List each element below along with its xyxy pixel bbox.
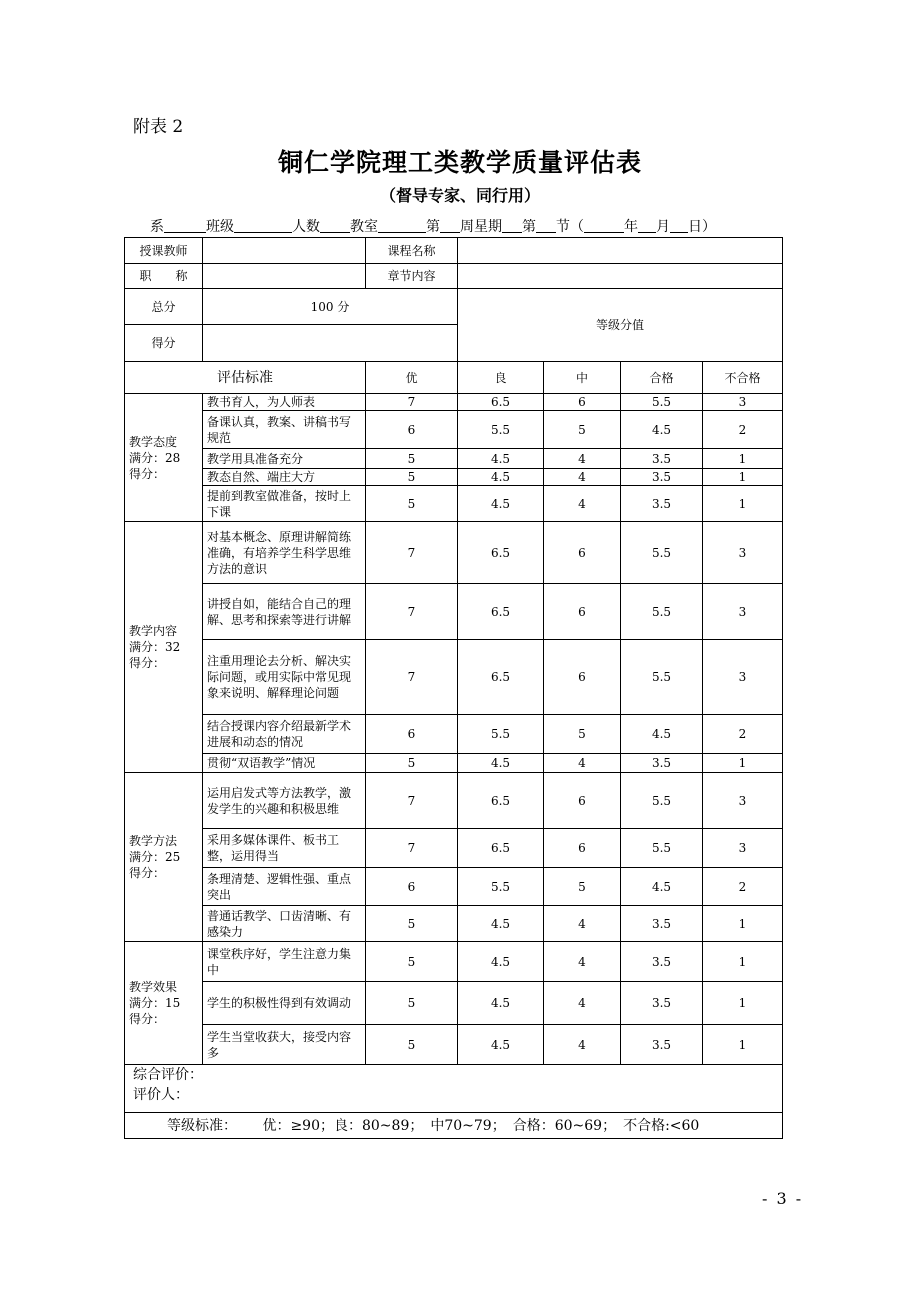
score-value[interactable]: 4.5 bbox=[621, 715, 703, 754]
day-field[interactable] bbox=[670, 218, 688, 233]
score-value[interactable]: 3.5 bbox=[621, 486, 703, 522]
room-field[interactable] bbox=[378, 218, 426, 233]
section-score: 得分： bbox=[129, 866, 166, 880]
section-full: 满分：15 bbox=[129, 996, 181, 1010]
criterion-text: 普通话教学、口齿清晰、有感染力 bbox=[203, 906, 366, 942]
score-value[interactable]: 5 bbox=[366, 942, 458, 982]
score-value[interactable]: 4.5 bbox=[458, 449, 544, 469]
section-cell bbox=[125, 394, 203, 522]
score-value[interactable]: 3 bbox=[703, 522, 783, 584]
section-cell bbox=[125, 942, 203, 1065]
grade-standard: 等级标准： 优：≥90；良：80~89； 中70~79； 合格：60~69； 不合格:<60 bbox=[125, 1113, 783, 1139]
comment-cell[interactable] bbox=[125, 1065, 783, 1113]
score-value[interactable]: 7 bbox=[366, 584, 458, 640]
score-value[interactable]: 5 bbox=[366, 486, 458, 522]
evaluator-label: 评价人： bbox=[133, 1087, 189, 1103]
score-value[interactable]: 3.5 bbox=[621, 1025, 703, 1065]
dept-label: 系 bbox=[150, 219, 164, 235]
score-value[interactable]: 2 bbox=[703, 868, 783, 906]
criterion-text: 备课认真，教案、讲稿书写规范 bbox=[203, 411, 366, 449]
score-value[interactable]: 4.5 bbox=[621, 411, 703, 449]
score-value[interactable]: 6 bbox=[544, 584, 621, 640]
job-title-input[interactable] bbox=[203, 264, 366, 289]
page-title: 铜仁学院理工类教学质量评估表 bbox=[277, 148, 642, 177]
period-prefix: 第 bbox=[522, 219, 536, 235]
criterion-row bbox=[125, 522, 783, 584]
score-value[interactable]: 2 bbox=[703, 411, 783, 449]
criterion-text: 结合授课内容介绍最新学术进展和动态的情况 bbox=[203, 715, 366, 754]
score-value[interactable]: 3 bbox=[703, 394, 783, 411]
score-value[interactable]: 4.5 bbox=[458, 486, 544, 522]
evaluation-table bbox=[124, 237, 783, 1139]
period-field[interactable] bbox=[536, 218, 556, 233]
score-value[interactable]: 6 bbox=[544, 773, 621, 829]
criterion-text: 教学用具准备充分 bbox=[203, 449, 366, 469]
criterion-text: 学生当堂收获大，接受内容多 bbox=[203, 1025, 366, 1065]
score-value[interactable]: 4.5 bbox=[458, 906, 544, 942]
score-value[interactable]: 4.5 bbox=[621, 868, 703, 906]
year-label: 年 bbox=[624, 219, 638, 235]
grade-standard-row bbox=[125, 1113, 783, 1139]
criterion-text: 贯彻“双语教学”情况 bbox=[203, 754, 366, 773]
score-value[interactable]: 5 bbox=[366, 449, 458, 469]
criterion-text: 运用启发式等方法教学，激发学生的兴趣和积极思维 bbox=[203, 773, 366, 829]
score-value[interactable]: 3 bbox=[703, 829, 783, 868]
section-full: 满分：25 bbox=[129, 850, 181, 864]
section-score: 得分： bbox=[129, 1012, 166, 1026]
grade-header: 不合格 bbox=[703, 362, 783, 394]
score-value[interactable]: 4 bbox=[544, 906, 621, 942]
score-value[interactable]: 5.5 bbox=[458, 411, 544, 449]
criterion-row bbox=[125, 469, 783, 486]
criterion-text: 采用多媒体课件、板书工整，运用得当 bbox=[203, 829, 366, 868]
page-number: - 3 - bbox=[762, 1189, 804, 1208]
score-value[interactable]: 5 bbox=[366, 469, 458, 486]
score-label: 得分 bbox=[125, 325, 203, 362]
grade-header: 合格 bbox=[621, 362, 703, 394]
criterion-row bbox=[125, 773, 783, 829]
criterion-text: 教书育人，为人师表 bbox=[203, 394, 366, 411]
month-label: 月 bbox=[656, 219, 670, 235]
grade-header: 优 bbox=[366, 362, 458, 394]
score-value[interactable]: 6 bbox=[366, 411, 458, 449]
dept-field[interactable] bbox=[164, 218, 206, 233]
criterion-row bbox=[125, 942, 783, 982]
month-field[interactable] bbox=[638, 218, 656, 233]
score-value[interactable]: 4.5 bbox=[458, 469, 544, 486]
score-value[interactable]: 1 bbox=[703, 942, 783, 982]
score-value[interactable]: 3.5 bbox=[621, 754, 703, 773]
criterion-row bbox=[125, 486, 783, 522]
score-value[interactable]: 6.5 bbox=[458, 522, 544, 584]
section-name: 教学效果 bbox=[129, 980, 178, 994]
criterion-row bbox=[125, 394, 783, 411]
year-field[interactable] bbox=[584, 218, 624, 233]
standard-label: 评估标准 bbox=[125, 362, 366, 394]
score-value[interactable]: 5 bbox=[366, 754, 458, 773]
criterion-text: 注重用理论去分析、解决实际问题，或用实际中常见现象来说明、解释理论问题 bbox=[203, 640, 366, 715]
grade-values-label: 等级分值 bbox=[458, 289, 783, 362]
room-label: 教室 bbox=[350, 219, 378, 235]
score-value[interactable]: 6 bbox=[544, 522, 621, 584]
criterion-text: 教态自然、端庄大方 bbox=[203, 469, 366, 486]
week-field[interactable] bbox=[440, 218, 460, 233]
score-value[interactable]: 4 bbox=[544, 449, 621, 469]
criterion-row bbox=[125, 982, 783, 1025]
course-input[interactable] bbox=[458, 238, 783, 264]
score-value[interactable]: 5.5 bbox=[621, 394, 703, 411]
score-value[interactable]: 5.5 bbox=[621, 522, 703, 584]
score-value[interactable]: 5 bbox=[366, 906, 458, 942]
score-value[interactable]: 4 bbox=[544, 486, 621, 522]
score-value[interactable]: 6.5 bbox=[458, 584, 544, 640]
job-title-label: 职 称 bbox=[125, 264, 203, 289]
teacher-row bbox=[125, 238, 783, 264]
criterion-row bbox=[125, 640, 783, 715]
score-value[interactable]: 1 bbox=[703, 754, 783, 773]
weekday-field[interactable] bbox=[502, 218, 522, 233]
class-label: 班级 bbox=[206, 219, 234, 235]
score-value[interactable]: 3.5 bbox=[621, 982, 703, 1025]
score-value[interactable]: 3 bbox=[703, 584, 783, 640]
total-value: 100 分 bbox=[203, 289, 458, 325]
criterion-text: 学生的积极性得到有效调动 bbox=[203, 982, 366, 1025]
teacher-label: 授课教师 bbox=[125, 238, 203, 264]
day-label: 日） bbox=[688, 219, 716, 235]
score-value[interactable]: 5 bbox=[366, 982, 458, 1025]
criterion-row bbox=[125, 715, 783, 754]
grade-header: 良 bbox=[458, 362, 544, 394]
class-field[interactable] bbox=[234, 218, 292, 233]
score-value[interactable]: 7 bbox=[366, 394, 458, 411]
score-value[interactable]: 7 bbox=[366, 773, 458, 829]
total-row bbox=[125, 289, 783, 325]
score-value[interactable]: 5 bbox=[544, 715, 621, 754]
count-label: 人数 bbox=[292, 219, 320, 235]
score-value[interactable]: 7 bbox=[366, 829, 458, 868]
score-value[interactable]: 4.5 bbox=[458, 754, 544, 773]
score-value[interactable]: 5 bbox=[544, 411, 621, 449]
info-line bbox=[150, 216, 716, 236]
score-value[interactable]: 1 bbox=[703, 1025, 783, 1065]
section-name: 教学方法 bbox=[129, 834, 178, 848]
total-label: 总分 bbox=[125, 289, 203, 325]
criterion-text: 课堂秩序好，学生注意力集中 bbox=[203, 942, 366, 982]
score-value[interactable]: 5.5 bbox=[621, 773, 703, 829]
criterion-row bbox=[125, 584, 783, 640]
score-value[interactable]: 4.5 bbox=[458, 982, 544, 1025]
title-row bbox=[125, 264, 783, 289]
criterion-row bbox=[125, 1025, 783, 1065]
week-prefix: 第 bbox=[426, 219, 440, 235]
score-value[interactable]: 6.5 bbox=[458, 829, 544, 868]
page-subtitle: （督导专家、同行用） bbox=[379, 186, 540, 205]
score-value[interactable]: 4 bbox=[544, 1025, 621, 1065]
score-value[interactable]: 1 bbox=[703, 486, 783, 522]
score-value[interactable]: 3.5 bbox=[621, 906, 703, 942]
score-value[interactable]: 6.5 bbox=[458, 640, 544, 715]
criterion-row bbox=[125, 829, 783, 868]
criterion-text: 对基本概念、原理讲解简练准确，有培养学生科学思维方法的意识 bbox=[203, 522, 366, 584]
score-value[interactable]: 6.5 bbox=[458, 394, 544, 411]
chapter-input[interactable] bbox=[458, 264, 783, 289]
section-cell bbox=[125, 522, 203, 773]
score-value[interactable]: 6 bbox=[544, 394, 621, 411]
score-value[interactable]: 3 bbox=[703, 773, 783, 829]
score-value[interactable]: 4 bbox=[544, 754, 621, 773]
teacher-input[interactable] bbox=[203, 238, 366, 264]
score-value[interactable]: 4 bbox=[544, 942, 621, 982]
criterion-text: 讲授自如，能结合自己的理解、思考和探索等进行讲解 bbox=[203, 584, 366, 640]
score-value[interactable]: 7 bbox=[366, 522, 458, 584]
score-value[interactable]: 2 bbox=[703, 715, 783, 754]
score-value[interactable]: 5.5 bbox=[621, 829, 703, 868]
score-value[interactable]: 4.5 bbox=[458, 942, 544, 982]
score-value[interactable]: 5.5 bbox=[458, 868, 544, 906]
score-value[interactable]: 1 bbox=[703, 906, 783, 942]
criterion-text: 条理清楚、逻辑性强、重点突出 bbox=[203, 868, 366, 906]
score-value[interactable]: 6 bbox=[544, 640, 621, 715]
course-label: 课程名称 bbox=[366, 238, 458, 264]
score-value[interactable]: 5.5 bbox=[621, 584, 703, 640]
grade-header: 中 bbox=[544, 362, 621, 394]
section-cell bbox=[125, 773, 203, 942]
score-value[interactable]: 3 bbox=[703, 640, 783, 715]
score-value[interactable]: 4 bbox=[544, 982, 621, 1025]
score-value[interactable]: 4.5 bbox=[458, 1025, 544, 1065]
score-value[interactable]: 6 bbox=[366, 868, 458, 906]
criterion-row bbox=[125, 754, 783, 773]
section-score: 得分： bbox=[129, 656, 166, 670]
score-value[interactable]: 1 bbox=[703, 449, 783, 469]
score-input[interactable] bbox=[203, 325, 458, 362]
criterion-row bbox=[125, 449, 783, 469]
section-score: 得分： bbox=[129, 466, 166, 481]
section-full: 满分：28 bbox=[129, 450, 181, 465]
section-full: 满分：32 bbox=[129, 640, 181, 654]
score-value[interactable]: 6 bbox=[366, 715, 458, 754]
section-name: 教学态度 bbox=[129, 434, 178, 449]
criterion-row bbox=[125, 906, 783, 942]
count-field[interactable] bbox=[320, 218, 350, 233]
score-value[interactable]: 1 bbox=[703, 469, 783, 486]
comment-row bbox=[125, 1065, 783, 1113]
score-value[interactable]: 3.5 bbox=[621, 469, 703, 486]
section-name: 教学内容 bbox=[129, 624, 178, 638]
score-value[interactable]: 1 bbox=[703, 982, 783, 1025]
period-label: 节（ bbox=[556, 219, 584, 235]
score-value[interactable]: 5 bbox=[544, 868, 621, 906]
chapter-label: 章节内容 bbox=[366, 264, 458, 289]
score-value[interactable]: 6 bbox=[544, 829, 621, 868]
criterion-row bbox=[125, 868, 783, 906]
standard-row bbox=[125, 362, 783, 394]
score-value[interactable]: 3.5 bbox=[621, 942, 703, 982]
score-value[interactable]: 5.5 bbox=[458, 715, 544, 754]
weekday-label: 周星期 bbox=[460, 219, 502, 235]
criterion-text: 提前到教室做准备，按时上下课 bbox=[203, 486, 366, 522]
score-value[interactable]: 3.5 bbox=[621, 449, 703, 469]
overall-comment-label: 综合评价： bbox=[133, 1067, 203, 1083]
score-value[interactable]: 5.5 bbox=[621, 640, 703, 715]
score-value[interactable]: 6.5 bbox=[458, 773, 544, 829]
score-value[interactable]: 5 bbox=[366, 1025, 458, 1065]
criterion-row bbox=[125, 411, 783, 449]
appendix-label: 附表 2 bbox=[133, 117, 184, 137]
score-value[interactable]: 7 bbox=[366, 640, 458, 715]
score-value[interactable]: 4 bbox=[544, 469, 621, 486]
